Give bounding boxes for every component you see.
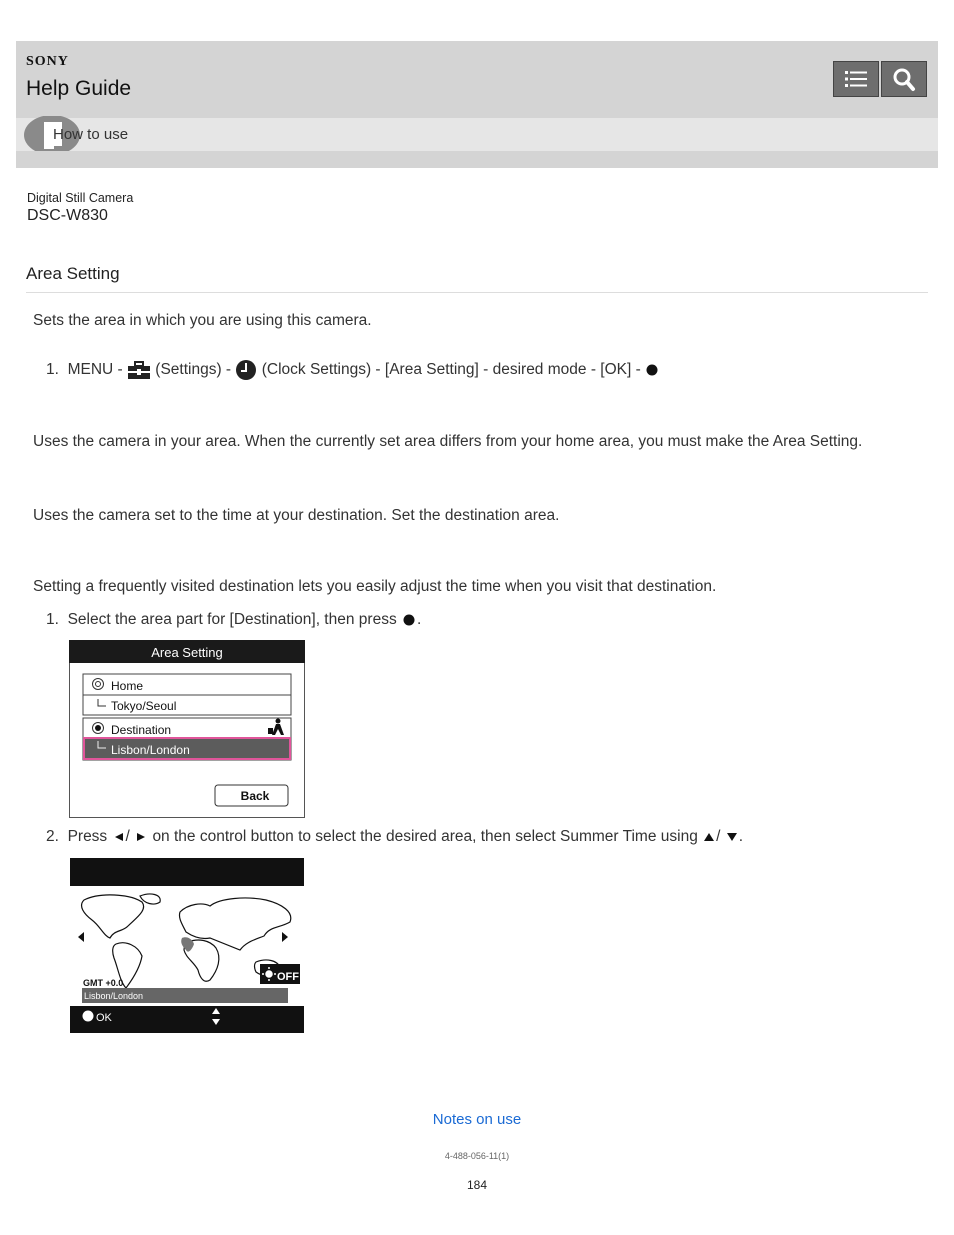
center-button-icon [645,363,659,377]
document-code: 4-488-056-11(1) [444,1151,510,1161]
slash: / [716,828,721,845]
settings-toolbox-icon [127,360,151,380]
up-arrow-icon [702,831,716,843]
area-setting-screen [69,640,305,818]
left-arrow-icon [112,831,126,843]
frequent-destination-text: Setting a frequently visited destination lets you easily adjust the time when you visit that destination. [33,578,717,595]
clock-settings-text: (Clock Settings) - [Area Setting] - desired mode - [OK] - [261,361,641,378]
step-1 [46,357,659,382]
substep-2-press: Press [67,828,108,845]
slash: / [125,828,130,845]
step-number: 1. [46,611,59,628]
settings-text: (Settings) - [155,361,232,378]
summer-time-status: OFF [277,971,299,983]
substep-1 [46,607,421,632]
home-city: Tokyo/Seoul [111,699,177,713]
substep-2 [46,824,743,849]
destination-description: Uses the camera set to the time at your destination. Set the destination area. [33,507,560,524]
breadcrumb-bar [16,118,938,151]
notes-on-use-link[interactable]: Notes on use [432,1111,522,1128]
period: . [417,611,422,628]
search-icon [882,62,926,96]
nav-how-to-use[interactable]: How to use [53,126,129,143]
down-arrow-icon [725,831,739,843]
page-number: 184 [466,1178,488,1192]
world-map-screen [70,858,304,1033]
home-description: Uses the camera in your area. When the currently set area differs from your home area, you must make the Area Setting. [33,433,863,450]
step-number: 1. [46,361,59,378]
intro-text: Sets the area in which you are using this camera. [33,312,372,329]
home-option: Home [111,679,144,693]
header-bar [16,41,938,118]
right-arrow-icon [134,831,148,843]
product-category: Digital Still Camera [27,191,134,205]
toc-button[interactable] [833,61,879,97]
period: . [738,828,744,845]
clock-icon [235,359,257,381]
ok-label: OK [96,1012,112,1024]
ok-button-icon [83,1011,94,1022]
page-app-title: Help Guide [26,77,132,100]
selected-city: Lisbon/London [84,991,144,1001]
menu-text: MENU - [67,361,123,378]
destination-city: Lisbon/London [111,743,190,757]
product-model: DSC-W830 [27,207,108,224]
page-title: Area Setting [26,264,120,283]
divider [26,292,928,293]
center-button-icon [401,613,417,627]
screen-title: Area Setting [151,645,223,660]
back-button: Back [240,789,270,803]
step-number: 2. [46,828,59,845]
destination-option: Destination [111,723,172,737]
header-bottom-bar [16,151,938,168]
gmt-offset: GMT +0.0 [83,978,124,988]
substep-2-text: on the control button to select the desired area, then select Summer Time using [152,828,698,845]
sony-logo: SONY [26,54,69,69]
list-icon [834,62,878,96]
substep-1-text: Select the area part for [Destination], then press [67,611,397,628]
search-button[interactable] [881,61,927,97]
